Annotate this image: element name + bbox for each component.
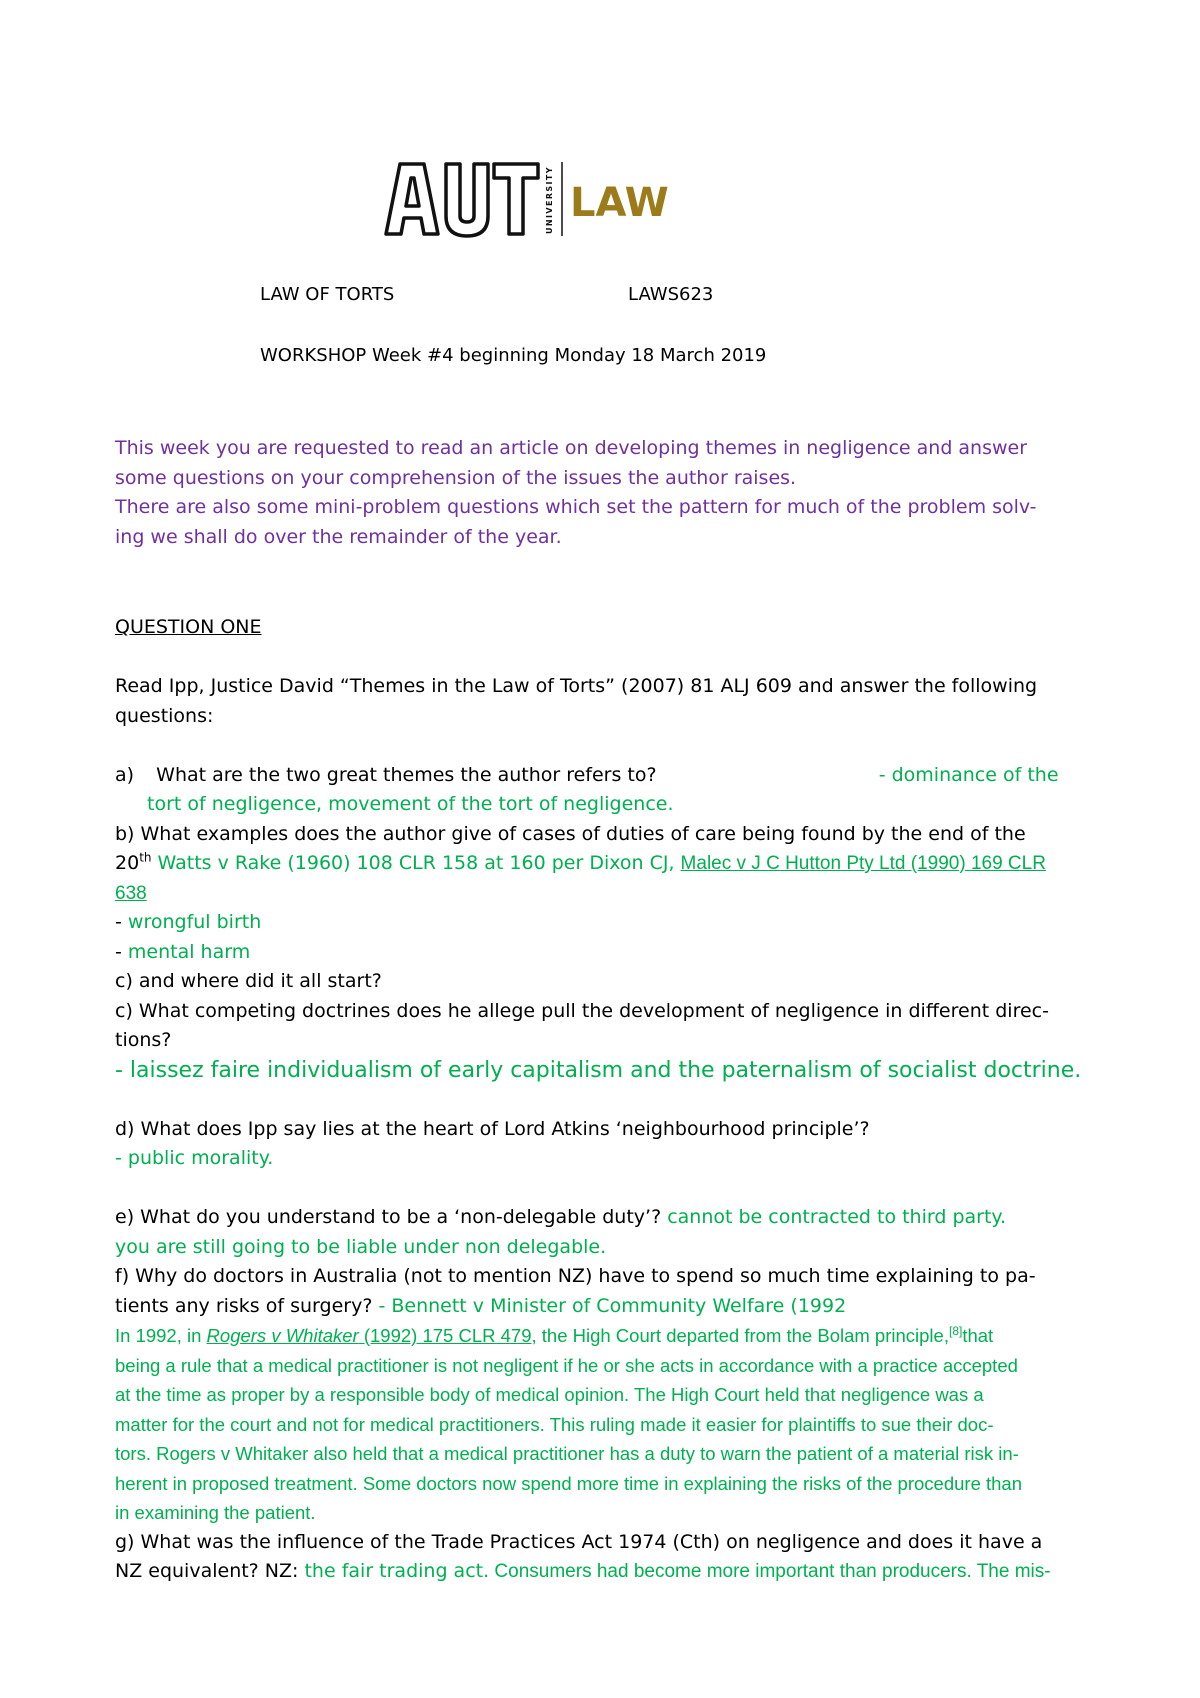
list-dash: -: [115, 911, 128, 933]
reading-instruction: Read Ipp, Justice David “Themes in the Law of Torts” (2007) 81 ALJ 609 and answer the following: [115, 675, 1038, 697]
answer-f-line: being a rule that a medical practitioner is not negligent if he or she acts in accordance with a practice accepted: [115, 1354, 1018, 1376]
question-c2-cont: tions?: [115, 1029, 172, 1051]
intro-line: This week you are requested to read an article on developing themes in negligence and answer: [115, 437, 1028, 459]
question-d: d) What does Ipp say lies at the heart of Lord Atkins ‘neighbourhood principle’?: [115, 1117, 870, 1140]
answer-b-item: wrongful birth: [127, 911, 262, 933]
question-a-label: a): [115, 763, 135, 786]
question-c2: c) What competing doctrines does he allege pull the development of negligence in different direc-: [115, 999, 1049, 1022]
answer-f-line: [115, 1321, 1100, 1351]
question-g: g) What was the influence of the Trade Practices Act 1974 (Cth) on negligence and does it have a: [115, 1530, 1043, 1553]
answer-a-cont: tort of negligence, movement of the tort of negligence.: [147, 793, 674, 815]
footnote-ref[interactable]: [8]: [948, 1323, 963, 1338]
answer-f-text: , the High Court departed from the Bolam principle,: [531, 1325, 949, 1346]
case-link-malec[interactable]: Malec v J C Hutton Pty Ltd (1990) 169 CLR: [680, 853, 1046, 874]
answer-f-line: herent in proposed treatment. Some doctors now spend more time in explaining the risks of the procedure than: [115, 1472, 1023, 1494]
answer-f-paragraph: [115, 1321, 1100, 1528]
question-b: b) What examples does the author give of cases of duties of care being found by the end of the: [115, 822, 1026, 845]
question-heading: QUESTION ONE: [115, 616, 262, 638]
answer-f-line: in examining the patient.: [115, 1502, 316, 1523]
course-title: LAW OF TORTS: [260, 284, 395, 305]
question-g-cont: [115, 1557, 1100, 1587]
answer-d: - public morality.: [115, 1147, 274, 1169]
answer-a: - dominance of the: [878, 763, 1059, 786]
aut-logo-graphic: [382, 158, 702, 238]
intro-line: some questions on your comprehension of the issues the author raises.: [115, 466, 797, 489]
question-f-text: tients any risks of surgery?: [115, 1294, 373, 1317]
answer-f-line: tors. Rogers v Whitaker also held that a medical practitioner has a duty to warn the patient of a material risk in-: [115, 1443, 1019, 1464]
answer-g: the fair trading act.: [304, 1560, 490, 1582]
question-e-text: e) What do you understand to be a ‘non-delegable duty’?: [115, 1206, 662, 1228]
logo-university-text: UNIVERSITY: [545, 166, 554, 234]
list-dash: -: [115, 940, 128, 963]
logo-law-text: LAW: [570, 180, 669, 226]
answer-b-case-1: Watts v Rake (1960) 108 CLR 158 at 160 per Dixon CJ,: [151, 852, 681, 874]
case-link-malec-cont[interactable]: 638: [115, 882, 147, 904]
answer-b: [115, 849, 1100, 879]
case-citation-link[interactable]: (1992) 175 CLR 479: [358, 1325, 532, 1346]
course-code: LAWS623: [628, 284, 714, 305]
question-e: [115, 1203, 1100, 1233]
answer-f-text: In 1992, in: [115, 1325, 207, 1346]
list-item: [115, 908, 1100, 938]
question-g-text: NZ equivalent? NZ:: [115, 1560, 305, 1582]
answer-b-item: mental harm: [127, 940, 251, 963]
intro-paragraph: [115, 434, 1075, 552]
case-link-rogers[interactable]: Rogers v Whitaker: [206, 1325, 359, 1346]
question-f: f) Why do doctors in Australia (not to mention NZ) have to spend so much time explaining to pa-: [115, 1265, 1036, 1287]
answer-f-text: that: [962, 1325, 994, 1346]
question-f-cont: [115, 1292, 1100, 1322]
answer-c2: - laissez faire individualism of early capitalism and the paternalism of socialist doctrine.: [115, 1057, 1082, 1083]
answer-e: cannot be contracted to third party.: [661, 1206, 1006, 1228]
question-a-text: What are the two great themes the author refers to?: [156, 763, 657, 786]
reading-instruction-cont: questions:: [115, 704, 214, 727]
intro-line: ing we shall do over the remainder of the year.: [115, 525, 562, 548]
question-a: [115, 761, 1100, 791]
century-suffix: th: [139, 850, 152, 865]
aut-law-logo: [382, 158, 702, 238]
answer-f-line: at the time as proper by a responsible body of medical opinion. The High Court held that negligence was a: [115, 1384, 984, 1405]
answer-f-line: matter for the court and not for medical practitioners. This ruling made it easier for plaintiffs to sue their doc-: [115, 1413, 994, 1435]
list-item: [115, 938, 1100, 968]
answer-g-cont: Consumers had become more important than producers. The mis-: [489, 1561, 1051, 1582]
question-one-section: [115, 613, 1100, 1587]
answer-f: - Bennett v Minister of Community Welfare (1992: [372, 1294, 847, 1317]
intro-line: There are also some mini-problem questions which set the pattern for much of the problem solv-: [115, 496, 1037, 518]
answer-e-cont: you are still going to be liable under non delegable.: [115, 1235, 607, 1258]
century-number: 20: [115, 852, 140, 874]
question-c1: c) and where did it all start?: [115, 970, 382, 992]
workshop-title: WORKSHOP Week #4 beginning Monday 18 March 2019: [260, 345, 767, 366]
